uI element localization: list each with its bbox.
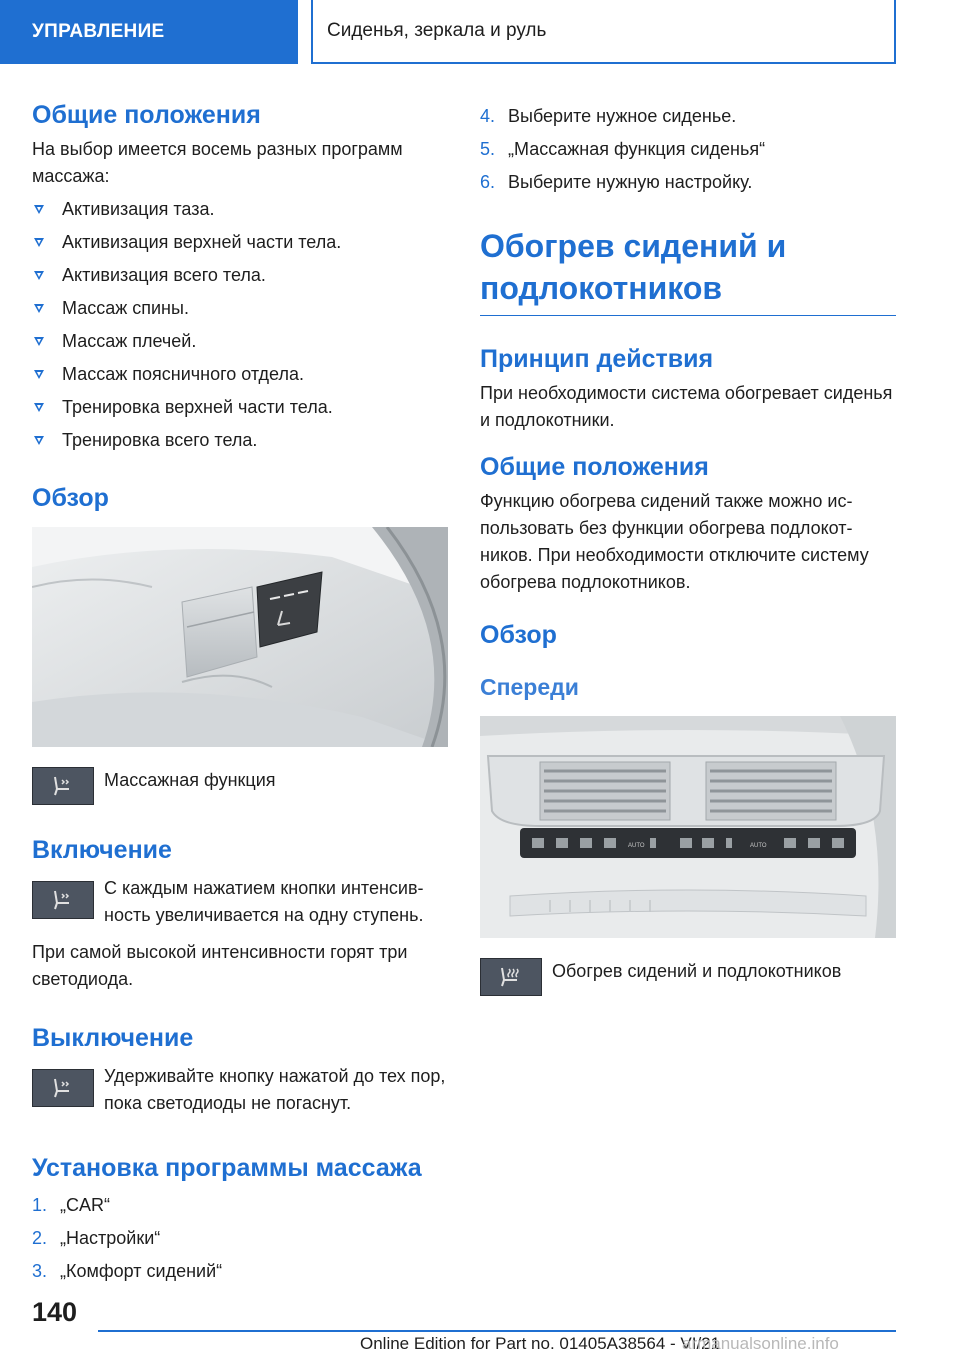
left-column (32, 100, 448, 1288)
header-section-tab (0, 0, 298, 64)
on-icon-text: С каждым нажатием кнопки интенсивность увеличивается на одну ступень. (104, 878, 424, 925)
massage-caption: Массажная функция (104, 770, 276, 790)
right-general-text: Функцию обогрева сидений также можно использовать без функции обогрева подлокотников. При необходимости отключите систему обогрева подлокотников. (480, 491, 869, 592)
off-heading: Выключение (32, 1024, 194, 1052)
massage-program-list (32, 193, 448, 457)
list-item: Тренировка всего тела. (32, 424, 448, 457)
overview-heading: Обзор (32, 484, 109, 512)
list-item: 5. „Массажная функция сиденья“ (480, 139, 766, 159)
seat-heating-icon (480, 958, 542, 996)
footer-watermark: armanualsonline.info (682, 1334, 839, 1353)
panel-auto-right-label: AUTO (750, 843, 767, 849)
general-intro: На выбор имеется восемь разных программ массажа: (32, 139, 403, 186)
heating-heading: Обогрев сидений и подлокотников (480, 225, 896, 316)
setup-heading: Установка программы массажа (32, 1154, 422, 1182)
list-item: 3. „Комфорт сидений“ (32, 1261, 223, 1281)
front-subheading: Спереди (480, 674, 579, 700)
triangle-bullet-icon (34, 238, 44, 247)
list-item: Активизация верхней части тела. (32, 226, 448, 259)
list-item: Активизация таза. (32, 193, 448, 226)
massage-caption-row (32, 767, 448, 805)
list-item: Массаж поясничного отдела. (32, 358, 448, 391)
principle-heading: Принцип действия (480, 345, 714, 373)
list-item: 4. Выберите нужное сиденье. (480, 106, 737, 126)
massage-seat-icon (32, 1069, 94, 1107)
setup-steps-continued (480, 100, 896, 199)
triangle-bullet-icon (34, 436, 44, 445)
footer-edition: Online Edition for Part no. 01405A38564 - VI/21 (360, 1334, 721, 1353)
list-item: 6. Выберите нужную настройку. (480, 172, 753, 192)
triangle-bullet-icon (34, 403, 44, 412)
list-item: Активизация всего тела. (32, 259, 448, 292)
page-number: 140 (32, 1297, 78, 1327)
right-column (480, 100, 896, 996)
heating-caption-row (480, 958, 896, 996)
header-section-label: УПРАВЛЕНИЕ (32, 21, 165, 42)
triangle-bullet-icon (34, 271, 44, 280)
triangle-bullet-icon (34, 304, 44, 313)
header-chapter-box (311, 0, 896, 64)
on-text: При самой высокой интенсивности горят три светодиода. (32, 942, 408, 989)
list-item: Тренировка верхней части тела. (32, 391, 448, 424)
list-item: Массаж плечей. (32, 325, 448, 358)
massage-seat-icon (32, 881, 94, 919)
header-chapter-label: Сиденья, зеркала и руль (327, 20, 547, 41)
massage-seat-icon (32, 767, 94, 805)
list-item: Массаж спины. (32, 292, 448, 325)
setup-steps (32, 1189, 448, 1288)
footer-divider (98, 1330, 896, 1332)
panel-auto-left-label: AUTO (628, 843, 645, 849)
list-item: 2. „Настройки“ (32, 1228, 161, 1248)
list-item: 1. „CAR“ (32, 1195, 110, 1215)
triangle-bullet-icon (34, 337, 44, 346)
door-panel-illustration (32, 527, 448, 747)
triangle-bullet-icon (34, 370, 44, 379)
dashboard-photo (480, 716, 896, 938)
triangle-bullet-icon (34, 205, 44, 214)
general-heading: Общие положения (32, 101, 261, 129)
on-icon-row (32, 875, 448, 929)
door-panel-photo (32, 527, 448, 747)
principle-text: При необходимости система обогревает сиденья и подлокотники. (480, 383, 893, 430)
off-icon-row (32, 1063, 448, 1117)
on-heading: Включение (32, 836, 172, 864)
right-overview-heading: Обзор (480, 621, 557, 649)
right-general-heading: Общие положения (480, 453, 709, 481)
climate-panel-illustration (480, 716, 896, 938)
off-icon-text: Удерживайте кнопку нажатой до тех пор, пока светодиоды не погаснут. (104, 1066, 446, 1113)
heating-caption: Обогрев сидений и подлокотников (552, 961, 842, 981)
